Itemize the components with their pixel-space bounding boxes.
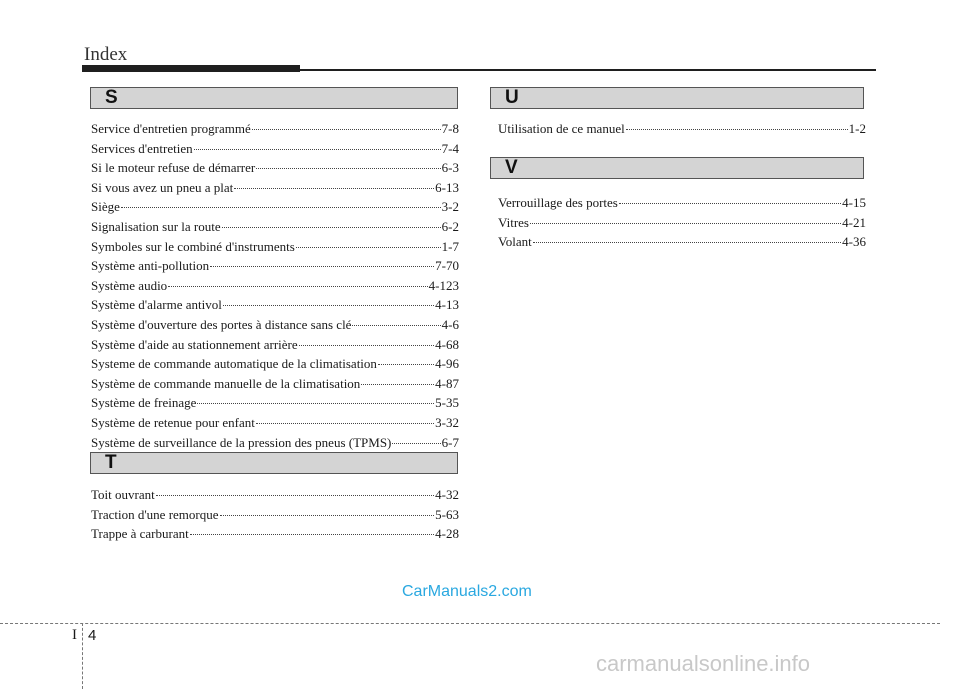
dot-leader (530, 223, 841, 224)
dot-leader (252, 129, 441, 130)
index-entry[interactable] (498, 195, 866, 215)
index-list-v (498, 195, 866, 254)
index-entry[interactable] (91, 395, 459, 415)
index-entry[interactable] (91, 219, 459, 239)
header-rule-thick (82, 65, 300, 72)
index-entry-label: Système d'aide au stationnement arrière (91, 336, 298, 352)
index-entry-label: Système d'alarme antivol (91, 297, 222, 313)
index-entry[interactable] (91, 239, 459, 259)
index-entry-page: 6-2 (441, 218, 459, 234)
dot-leader (168, 286, 427, 287)
index-entry[interactable] (91, 180, 459, 200)
index-entry-page: 7-70 (435, 258, 459, 274)
dot-leader (156, 495, 434, 496)
index-entry-page: 4-68 (435, 336, 459, 352)
index-entry-label: Si vous avez un pneu a plat (91, 179, 234, 195)
index-entry[interactable] (91, 278, 459, 298)
index-entry[interactable] (91, 121, 459, 141)
index-entry-page: 1-7 (441, 238, 459, 254)
index-entry[interactable] (91, 317, 459, 337)
dot-leader (197, 403, 434, 404)
dot-leader (121, 207, 441, 208)
index-entry-label: Signalisation sur la route (91, 218, 221, 234)
index-entry-label: Système audio (91, 277, 168, 293)
index-entry-label: Système de retenue pour enfant (91, 414, 255, 430)
index-entry-page: 5-63 (435, 506, 459, 522)
dot-leader (378, 364, 434, 365)
index-entry[interactable] (91, 297, 459, 317)
index-entry-label: Symboles sur le combiné d'instruments (91, 238, 295, 254)
dot-leader (256, 423, 434, 424)
index-entry[interactable] (91, 526, 459, 546)
dot-leader (361, 384, 434, 385)
section-header-t (90, 452, 458, 474)
watermark-link[interactable]: CarManuals2.com (402, 583, 532, 600)
index-entry[interactable] (91, 487, 459, 507)
index-entry-label: Systeme de commande automatique de la climatisation (91, 356, 377, 372)
index-entry[interactable] (91, 376, 459, 396)
section-letter: V (505, 157, 518, 178)
index-entry-page: 4-28 (435, 526, 459, 542)
index-entry-label: Système de surveillance de la pression des pneus (TPMS) (91, 434, 392, 450)
index-entry-label: Service d'entretien programmé (91, 121, 251, 136)
index-entry-page: 3-2 (441, 199, 459, 215)
index-entry-label: Si le moteur refuse de démarrer (91, 160, 256, 176)
index-entry-label: Vitres (498, 214, 529, 230)
index-entry-label: Traction d'une remorque (91, 506, 219, 522)
dot-leader (210, 266, 434, 267)
index-entry-page: 7-4 (441, 140, 459, 156)
dot-leader (194, 149, 441, 150)
dot-leader (223, 305, 434, 306)
index-entry-label: Services d'entretien (91, 140, 193, 156)
dot-leader (533, 242, 841, 243)
dot-leader (190, 534, 434, 535)
index-entry-label: Système de freinage (91, 395, 197, 411)
index-entry-page: 4-6 (441, 316, 459, 332)
index-list-s (91, 121, 459, 454)
footer-section-label: I (72, 627, 77, 643)
footer-divider (0, 623, 940, 624)
dot-leader (220, 515, 435, 516)
index-entry-label: Système d'ouverture des portes à distance sans clé (91, 316, 352, 332)
index-entry[interactable] (91, 141, 459, 161)
index-entry-page: 4-32 (435, 487, 459, 502)
index-list-t (91, 487, 459, 546)
index-entry[interactable] (91, 337, 459, 357)
index-entry-label: Siège (91, 199, 120, 215)
header-rule-thin (300, 69, 876, 71)
index-entry-label: Volant (498, 234, 532, 250)
index-entry-page: 4-96 (435, 356, 459, 372)
site-watermark: carmanualsonline.info (596, 651, 811, 676)
section-letter: T (105, 452, 117, 473)
section-letter: S (105, 87, 118, 108)
section-letter: U (505, 87, 519, 108)
index-entry-page: 4-123 (428, 277, 459, 293)
dot-leader (352, 325, 440, 326)
dot-leader (392, 443, 440, 444)
dot-leader (222, 227, 441, 228)
index-entry[interactable] (498, 234, 866, 254)
index-entry[interactable] (91, 356, 459, 376)
index-entry-label: Toit ouvrant (91, 487, 155, 502)
index-entry[interactable] (498, 215, 866, 235)
index-entry-page: 7-8 (441, 121, 459, 136)
index-entry-page: 4-15 (842, 195, 866, 210)
index-list-u (498, 121, 866, 141)
index-entry-page: 4-13 (435, 297, 459, 313)
page-title: Index (84, 44, 128, 65)
dot-leader (619, 203, 841, 204)
index-entry-page: 6-13 (435, 179, 459, 195)
dot-leader (256, 168, 440, 169)
footer-vertical-divider (82, 623, 83, 689)
index-entry[interactable] (91, 507, 459, 527)
dot-leader (296, 247, 441, 248)
footer-page-number: 4 (88, 627, 97, 644)
index-entry-page: 1-2 (848, 121, 866, 136)
index-entry-label: Système anti-pollution (91, 258, 210, 274)
index-entry-label: Utilisation de ce manuel (498, 121, 625, 136)
index-entry-page: 6-3 (441, 160, 459, 176)
index-entry-label: Système de commande manuelle de la climatisation (91, 375, 361, 391)
index-entry[interactable] (498, 121, 866, 141)
index-entry-label: Verrouillage des portes (498, 195, 618, 210)
index-entry[interactable] (91, 415, 459, 435)
dot-leader (626, 129, 848, 130)
index-entry-page: 6-7 (441, 434, 459, 450)
index-entry-page: 5-35 (435, 395, 459, 411)
section-header-u (490, 87, 864, 109)
index-entry[interactable] (91, 258, 459, 278)
dot-leader (299, 345, 435, 346)
index-entry-page: 4-36 (842, 234, 866, 250)
section-header-v (490, 157, 864, 179)
index-entry[interactable] (91, 199, 459, 219)
index-entry-page: 4-21 (842, 214, 866, 230)
index-entry-label: Trappe à carburant (91, 526, 189, 542)
dot-leader (234, 188, 434, 189)
index-entry-page: 4-87 (435, 375, 459, 391)
section-header-s (90, 87, 458, 109)
index-entry[interactable] (91, 160, 459, 180)
index-entry-page: 3-32 (435, 414, 459, 430)
